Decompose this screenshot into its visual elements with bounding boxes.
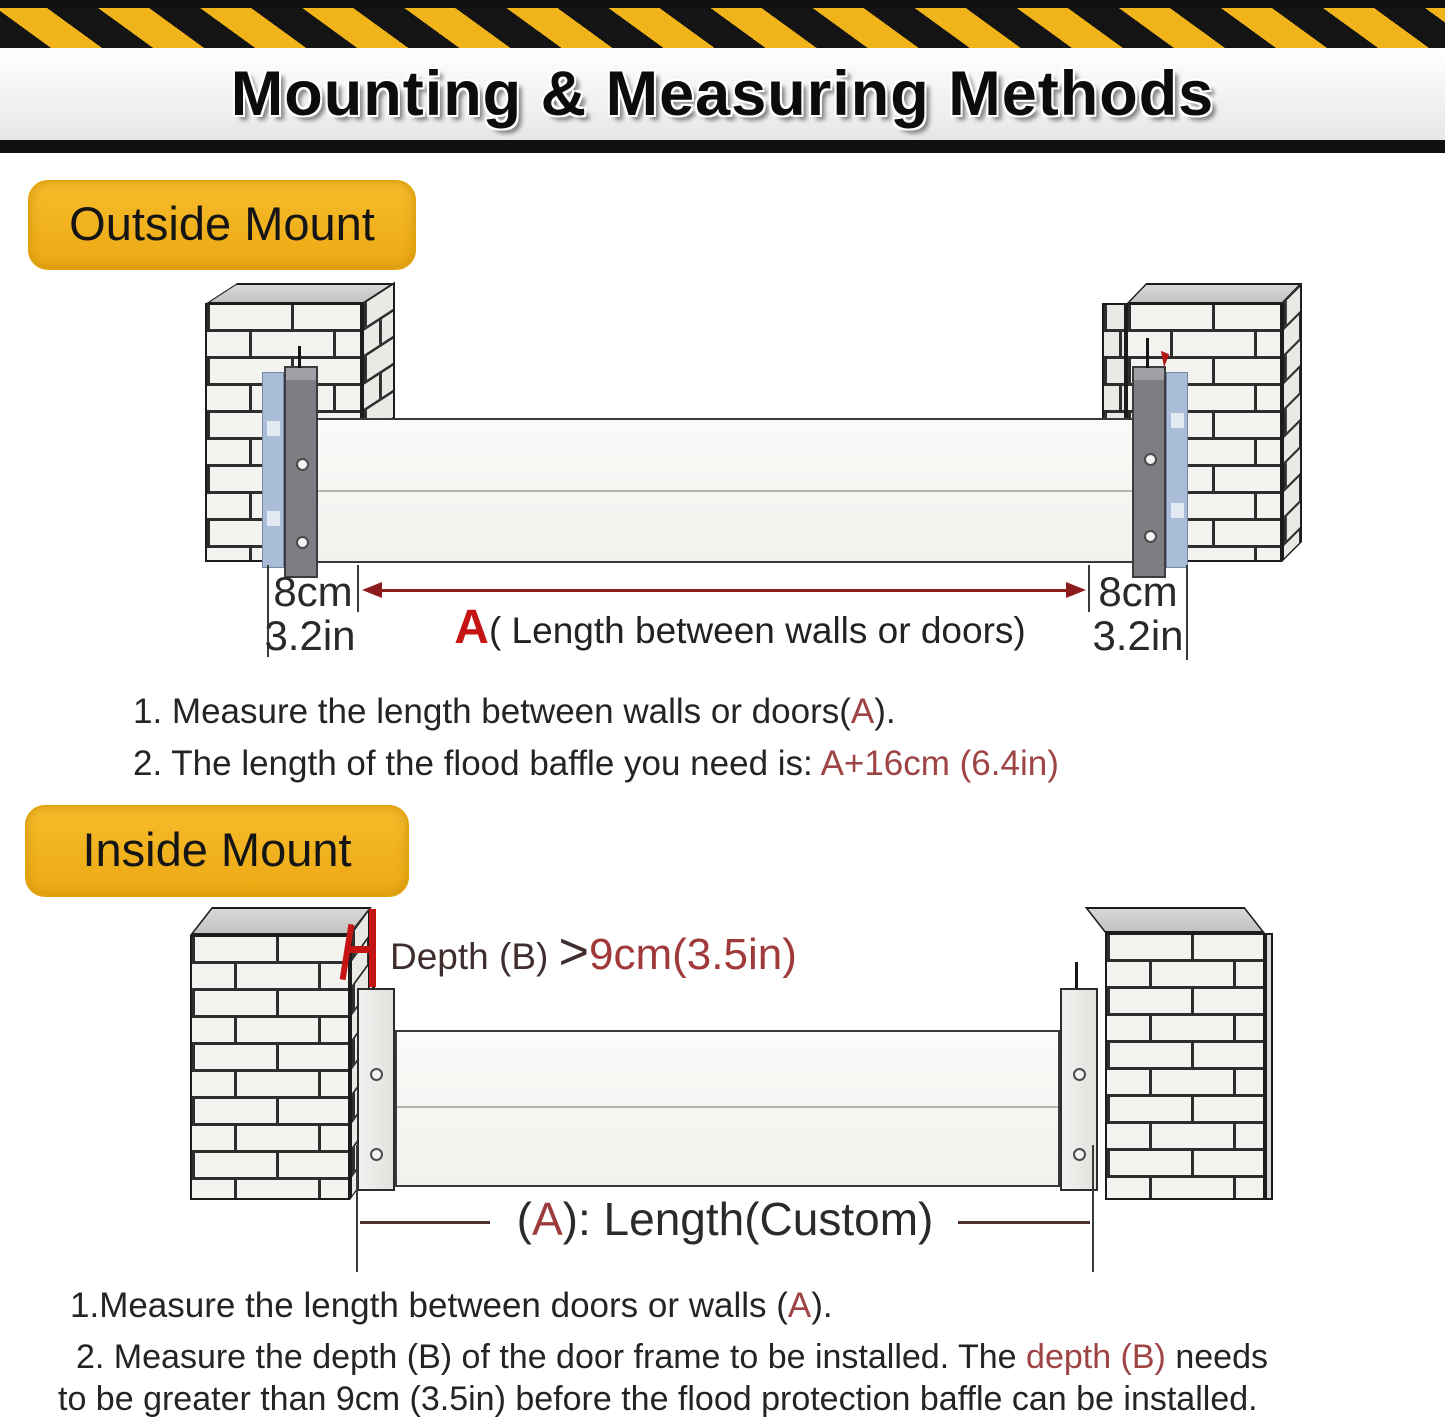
measure-tick	[357, 565, 359, 612]
screw-hole	[370, 1148, 383, 1161]
depth-label-text: Depth (B)	[390, 936, 559, 977]
screw-hole	[370, 1068, 383, 1081]
screw-hole	[1144, 530, 1157, 543]
outside-mount-badge	[28, 180, 416, 270]
pillar-side-sliver	[1265, 933, 1273, 1200]
right-seal-strip	[1166, 372, 1188, 568]
depth-bracket-crossbar	[346, 946, 374, 953]
step-depth-b: depth (B)	[1026, 1338, 1166, 1376]
seal-tab	[267, 511, 280, 526]
flood-barrier-panel-inside	[395, 1030, 1060, 1187]
left-overlap-cm: 8cm	[273, 568, 353, 615]
measure-tick	[1092, 1145, 1094, 1272]
step-letter-a: A	[850, 692, 875, 731]
inside-right-pillar	[1105, 907, 1280, 1201]
panel-seam	[397, 1106, 1058, 1108]
measure-tick	[1186, 565, 1188, 660]
pillar-top-cap	[1126, 283, 1302, 304]
seal-tab	[1171, 503, 1184, 518]
screw-hole	[296, 458, 309, 471]
flood-barrier-panel	[316, 418, 1134, 563]
inside-mount-badge	[25, 805, 409, 897]
measure-line-left	[360, 1221, 490, 1224]
measure-line-right	[958, 1221, 1090, 1224]
left-seal-strip	[262, 372, 284, 568]
label-paren: (	[516, 1193, 532, 1245]
left-channel-bracket	[284, 366, 318, 578]
hazard-tape-stripe	[0, 8, 1445, 48]
step-text: 2. Measure the depth (B) of the door frame to be installed. The	[76, 1338, 1027, 1376]
step-letter-a: A	[787, 1286, 812, 1325]
seal-tab	[267, 421, 280, 436]
inside-step-2-line-2: to be greater than 9cm (3.5in) before the flood protection baffle can be installed.	[58, 1380, 1258, 1418]
dimension-arrow	[378, 589, 1072, 592]
right-overlap-in: 3.2in	[1092, 612, 1184, 659]
step-formula: A+16cm (6.4in)	[820, 744, 1059, 783]
step-text: ).	[874, 692, 896, 731]
pillar-top-cap	[190, 907, 372, 935]
measure-tick	[356, 1145, 358, 1272]
depth-dimension-label	[390, 922, 797, 982]
left-channel-pin	[298, 346, 301, 368]
length-dimension-label	[420, 600, 1060, 655]
left-overlap-in: 3.2in	[264, 612, 356, 659]
pillar-top-cap	[1085, 907, 1265, 933]
length-letter-a: A	[454, 601, 489, 654]
inside-step-1	[70, 1286, 833, 1326]
screw-hole	[1073, 1148, 1086, 1161]
screw-hole	[296, 536, 309, 549]
pillar-front-face	[190, 935, 350, 1200]
step-text: 1. Measure the length between walls or doors(	[133, 692, 851, 731]
depth-value-text: 9cm(3.5in)	[589, 930, 797, 979]
screw-hole	[1073, 1068, 1086, 1081]
step-text: ).	[811, 1286, 833, 1325]
custom-length-label	[490, 1192, 960, 1246]
page-title: Mounting & Measuring Methods	[230, 59, 1215, 129]
outside-step-1	[133, 692, 896, 732]
left-mounting-plate	[357, 988, 395, 1191]
seal-tab	[1171, 413, 1184, 428]
right-channel-pin	[1146, 338, 1149, 368]
inside-mount-badge-label: Inside Mount	[82, 823, 352, 876]
header-bottom-black-bar	[0, 140, 1445, 153]
right-plate-pin	[1075, 962, 1078, 988]
pillar-front-face	[1105, 933, 1265, 1200]
screw-hole	[1144, 453, 1157, 466]
outside-mount-badge-label: Outside Mount	[69, 197, 375, 250]
right-channel-bracket	[1132, 366, 1166, 578]
greater-than-sign: >	[558, 923, 589, 981]
step-text: needs	[1165, 1338, 1268, 1376]
pillar-side-face	[1282, 283, 1302, 562]
right-overlap-cm: 8cm	[1098, 568, 1178, 615]
label-text: ): Length(Custom)	[562, 1193, 934, 1245]
step-text: 1.Measure the length between doors or walls (	[70, 1286, 788, 1325]
panel-seam	[318, 490, 1132, 492]
outside-step-2	[133, 744, 1059, 784]
length-label-text: ( Length between walls or doors)	[488, 610, 1026, 651]
label-letter-a: A	[531, 1193, 563, 1245]
inside-step-2-line-1	[76, 1338, 1268, 1377]
step-text: 2. The length of the flood baffle you need is:	[133, 744, 821, 783]
measure-tick	[1088, 565, 1090, 612]
arrow-head-right	[1066, 582, 1086, 598]
